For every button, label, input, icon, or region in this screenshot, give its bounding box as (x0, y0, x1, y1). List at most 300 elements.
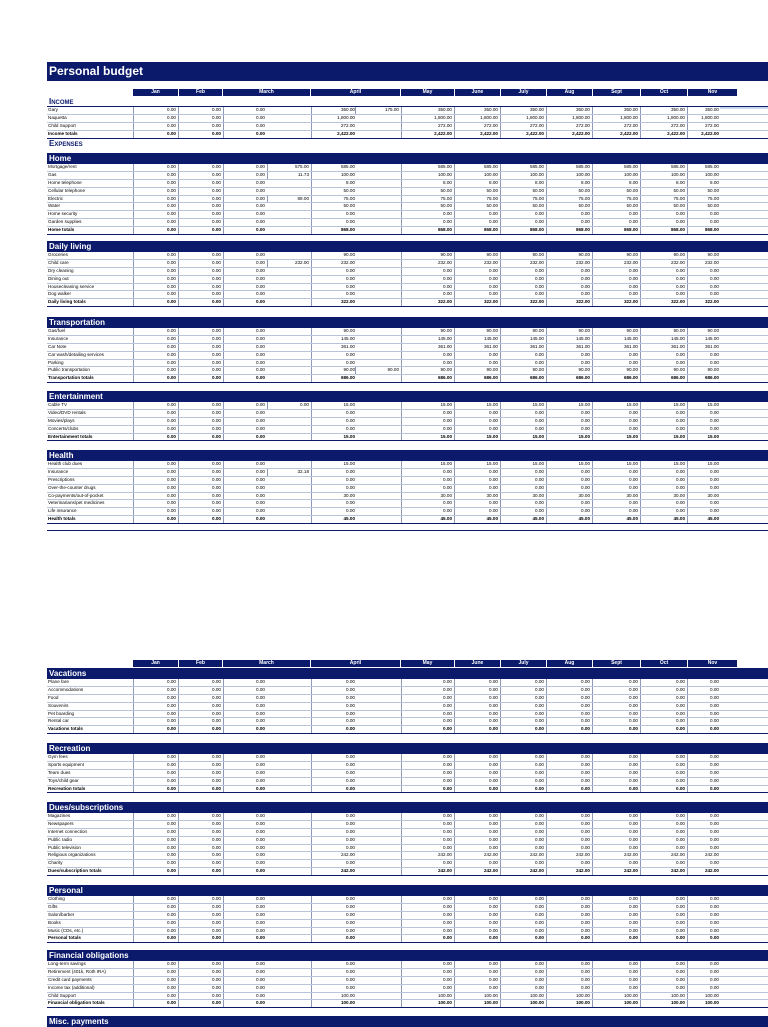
cell-nov[interactable]: 8.00 (687, 180, 721, 187)
cell-sept[interactable]: 0.00 (592, 211, 640, 218)
cell-march[interactable]: 0.00 (223, 299, 267, 306)
cell-june[interactable]: 0.00 (454, 695, 500, 702)
cell-march[interactable]: 0.00 (223, 164, 267, 171)
cell-sept[interactable]: 0.00 (592, 896, 640, 903)
cell-jan[interactable]: 0.00 (133, 219, 178, 226)
cell-sept[interactable]: 0.00 (592, 360, 640, 367)
cell-may[interactable]: 0.00 (401, 896, 454, 903)
cell-jan[interactable]: 0.00 (133, 821, 178, 828)
cell-may[interactable]: 0.00 (401, 469, 454, 476)
cell-jan[interactable]: 0.00 (133, 131, 178, 138)
cell-march[interactable]: 0.00 (223, 726, 267, 733)
cell-feb[interactable]: 0.00 (178, 410, 223, 417)
cell-feb[interactable]: 0.00 (178, 993, 223, 1000)
cell-aug[interactable]: 232.00 (546, 260, 592, 267)
cell-sept[interactable]: 100.00 (592, 993, 640, 1000)
cell-extra-march[interactable]: 0.00 (267, 402, 311, 409)
cell-july[interactable]: 0.00 (500, 418, 546, 425)
cell-nov[interactable]: 0.00 (687, 969, 721, 976)
cell-oct[interactable]: 0.00 (640, 961, 687, 968)
cell-feb[interactable]: 0.00 (178, 477, 223, 484)
cell-jan[interactable]: 0.00 (133, 920, 178, 927)
cell-april[interactable]: 0.00 (311, 679, 357, 686)
cell-aug[interactable]: 0.00 (546, 219, 592, 226)
cell-may[interactable]: 0.00 (401, 969, 454, 976)
cell-june[interactable]: 0.00 (454, 352, 500, 359)
cell-oct[interactable]: 0.00 (640, 291, 687, 298)
cell-feb[interactable]: 0.00 (178, 852, 223, 859)
cell-feb[interactable]: 0.00 (178, 426, 223, 433)
cell-sept[interactable]: 0.00 (592, 813, 640, 820)
cell-aug[interactable]: 0.00 (546, 770, 592, 777)
cell-feb[interactable]: 0.00 (178, 770, 223, 777)
cell-july[interactable]: 90.00 (500, 252, 546, 259)
cell-aug[interactable]: 350.00 (546, 107, 592, 114)
cell-oct[interactable]: 1,800.00 (640, 115, 687, 122)
cell-aug[interactable]: 50.00 (546, 203, 592, 210)
cell-july[interactable]: 0.00 (500, 410, 546, 417)
cell-june[interactable]: 0.00 (454, 928, 500, 935)
cell-april[interactable]: 686.00 (311, 375, 357, 382)
cell-jan[interactable]: 0.00 (133, 360, 178, 367)
cell-june[interactable]: 686.00 (454, 375, 500, 382)
cell-nov[interactable]: 0.00 (687, 426, 721, 433)
cell-feb[interactable]: 0.00 (178, 778, 223, 785)
cell-aug[interactable]: 0.00 (546, 726, 592, 733)
cell-sept[interactable]: 0.00 (592, 821, 640, 828)
cell-april[interactable]: 0.00 (311, 726, 357, 733)
cell-march[interactable]: 0.00 (223, 500, 267, 507)
cell-march[interactable]: 0.00 (223, 935, 267, 942)
cell-march[interactable]: 0.00 (223, 679, 267, 686)
cell-july[interactable]: 0.00 (500, 786, 546, 793)
cell-nov[interactable]: 75.00 (687, 196, 721, 203)
cell-may[interactable]: 0.00 (401, 762, 454, 769)
cell-nov[interactable]: 0.00 (687, 778, 721, 785)
cell-nov[interactable]: 90.00 (687, 328, 721, 335)
cell-july[interactable]: 0.00 (500, 687, 546, 694)
cell-oct[interactable]: 0.00 (640, 904, 687, 911)
cell-oct[interactable]: 50.00 (640, 188, 687, 195)
cell-aug[interactable]: 0.00 (546, 977, 592, 984)
cell-jan[interactable]: 0.00 (133, 711, 178, 718)
cell-sept[interactable]: 0.00 (592, 935, 640, 942)
cell-feb[interactable]: 0.00 (178, 935, 223, 942)
cell-nov[interactable]: 0.00 (687, 291, 721, 298)
cell-sept[interactable]: 30.00 (592, 493, 640, 500)
cell-nov[interactable]: 0.00 (687, 920, 721, 927)
cell-may[interactable]: 0.00 (401, 284, 454, 291)
cell-may[interactable]: 0.00 (401, 912, 454, 919)
cell-july[interactable]: 1,800.00 (500, 115, 546, 122)
cell-may[interactable]: 75.00 (401, 196, 454, 203)
cell-jan[interactable]: 0.00 (133, 227, 178, 234)
cell-june[interactable]: 100.00 (454, 993, 500, 1000)
cell-feb[interactable]: 0.00 (178, 434, 223, 441)
cell-sept[interactable]: 0.00 (592, 778, 640, 785)
cell-jan[interactable]: 0.00 (133, 291, 178, 298)
cell-jan[interactable]: 0.00 (133, 679, 178, 686)
cell-aug[interactable]: 0.00 (546, 426, 592, 433)
cell-july[interactable]: 0.00 (500, 211, 546, 218)
cell-aug[interactable]: 8.00 (546, 180, 592, 187)
cell-june[interactable]: 0.00 (454, 219, 500, 226)
cell-march[interactable]: 0.00 (223, 969, 267, 976)
cell-sept[interactable]: 0.00 (592, 410, 640, 417)
cell-april[interactable]: 0.00 (311, 703, 357, 710)
cell-june[interactable]: 15.00 (454, 434, 500, 441)
cell-aug[interactable]: 0.00 (546, 418, 592, 425)
cell-march[interactable]: 0.00 (223, 211, 267, 218)
cell-may[interactable]: 8.00 (401, 180, 454, 187)
cell-june[interactable]: 100.00 (454, 1000, 500, 1007)
cell-april[interactable]: 0.00 (311, 500, 357, 507)
cell-aug[interactable]: 45.00 (546, 516, 592, 523)
cell-sept[interactable]: 145.00 (592, 336, 640, 343)
cell-feb[interactable]: 0.00 (178, 367, 223, 374)
cell-jan[interactable]: 0.00 (133, 477, 178, 484)
cell-july[interactable]: 45.00 (500, 516, 546, 523)
cell-july[interactable]: 0.00 (500, 845, 546, 852)
cell-feb[interactable]: 0.00 (178, 500, 223, 507)
cell-march[interactable]: 0.00 (223, 268, 267, 275)
cell-nov[interactable]: 868.00 (687, 227, 721, 234)
cell-july[interactable]: 0.00 (500, 284, 546, 291)
cell-sept[interactable]: 0.00 (592, 426, 640, 433)
cell-extra-march[interactable]: 11.73 (267, 172, 311, 179)
cell-april[interactable]: 0.00 (311, 935, 357, 942)
cell-oct[interactable]: 0.00 (640, 687, 687, 694)
cell-extra-march[interactable]: 575.00 (267, 164, 311, 171)
cell-july[interactable]: 90.00 (500, 328, 546, 335)
cell-jan[interactable]: 0.00 (133, 375, 178, 382)
cell-jan[interactable]: 0.00 (133, 703, 178, 710)
cell-oct[interactable]: 0.00 (640, 360, 687, 367)
cell-may[interactable]: 0.00 (401, 754, 454, 761)
cell-sept[interactable]: 100.00 (592, 172, 640, 179)
cell-oct[interactable]: 0.00 (640, 821, 687, 828)
cell-aug[interactable]: 0.00 (546, 352, 592, 359)
cell-nov[interactable]: 0.00 (687, 860, 721, 867)
cell-feb[interactable]: 0.00 (178, 860, 223, 867)
cell-may[interactable]: 686.00 (401, 375, 454, 382)
cell-feb[interactable]: 0.00 (178, 726, 223, 733)
cell-sept[interactable]: 15.00 (592, 461, 640, 468)
cell-may[interactable]: 868.00 (401, 227, 454, 234)
cell-sept[interactable]: 350.00 (592, 107, 640, 114)
cell-may[interactable]: 0.00 (401, 821, 454, 828)
cell-oct[interactable]: 30.00 (640, 493, 687, 500)
cell-april[interactable]: 15.00 (311, 402, 357, 409)
cell-feb[interactable]: 0.00 (178, 845, 223, 852)
cell-feb[interactable]: 0.00 (178, 219, 223, 226)
cell-may[interactable]: 0.00 (401, 778, 454, 785)
cell-jan[interactable]: 0.00 (133, 912, 178, 919)
cell-aug[interactable]: 90.00 (546, 367, 592, 374)
cell-may[interactable]: 45.00 (401, 516, 454, 523)
cell-nov[interactable]: 90.00 (687, 367, 721, 374)
cell-june[interactable]: 0.00 (454, 469, 500, 476)
cell-aug[interactable]: 0.00 (546, 845, 592, 852)
cell-oct[interactable]: 0.00 (640, 845, 687, 852)
cell-march[interactable]: 0.00 (223, 461, 267, 468)
cell-feb[interactable]: 0.00 (178, 961, 223, 968)
cell-april[interactable]: 75.00 (311, 196, 357, 203)
cell-feb[interactable]: 0.00 (178, 969, 223, 976)
cell-may[interactable]: 0.00 (401, 508, 454, 515)
cell-july[interactable]: 0.00 (500, 821, 546, 828)
cell-jan[interactable]: 0.00 (133, 284, 178, 291)
cell-oct[interactable]: 585.00 (640, 164, 687, 171)
cell-nov[interactable]: 350.00 (687, 107, 721, 114)
cell-may[interactable]: 90.00 (401, 252, 454, 259)
cell-april[interactable]: 0.00 (311, 837, 357, 844)
cell-nov[interactable]: 0.00 (687, 703, 721, 710)
cell-june[interactable]: 0.00 (454, 291, 500, 298)
cell-aug[interactable]: 0.00 (546, 920, 592, 927)
cell-aug[interactable]: 322.00 (546, 299, 592, 306)
cell-oct[interactable]: 0.00 (640, 410, 687, 417)
cell-april[interactable]: 868.00 (311, 227, 357, 234)
cell-oct[interactable]: 0.00 (640, 912, 687, 919)
cell-march[interactable]: 0.00 (223, 904, 267, 911)
cell-oct[interactable]: 350.00 (640, 107, 687, 114)
cell-nov[interactable]: 0.00 (687, 211, 721, 218)
cell-aug[interactable]: 0.00 (546, 762, 592, 769)
cell-march[interactable]: 0.00 (223, 276, 267, 283)
cell-aug[interactable]: 0.00 (546, 276, 592, 283)
cell-april[interactable]: 90.00 (311, 367, 357, 374)
cell-sept[interactable]: 45.00 (592, 516, 640, 523)
cell-feb[interactable]: 0.00 (178, 260, 223, 267)
cell-june[interactable]: 0.00 (454, 508, 500, 515)
cell-june[interactable]: 350.00 (454, 107, 500, 114)
cell-oct[interactable]: 0.00 (640, 754, 687, 761)
cell-june[interactable]: 0.00 (454, 813, 500, 820)
cell-nov[interactable]: 50.00 (687, 188, 721, 195)
cell-march[interactable]: 0.00 (223, 284, 267, 291)
cell-march[interactable]: 0.00 (223, 695, 267, 702)
cell-nov[interactable]: 100.00 (687, 1000, 721, 1007)
cell-feb[interactable]: 0.00 (178, 679, 223, 686)
cell-july[interactable]: 0.00 (500, 928, 546, 935)
cell-jan[interactable]: 0.00 (133, 188, 178, 195)
cell-nov[interactable]: 272.00 (687, 123, 721, 130)
cell-april[interactable]: 361.00 (311, 344, 357, 351)
cell-june[interactable]: 0.00 (454, 837, 500, 844)
cell-march[interactable]: 0.00 (223, 493, 267, 500)
cell-april[interactable]: 0.00 (311, 718, 357, 725)
cell-july[interactable]: 0.00 (500, 703, 546, 710)
cell-may[interactable]: 0.00 (401, 360, 454, 367)
cell-april[interactable]: 0.00 (311, 829, 357, 836)
cell-aug[interactable]: 0.00 (546, 754, 592, 761)
cell-aug[interactable]: 0.00 (546, 837, 592, 844)
cell-aug[interactable]: 686.00 (546, 375, 592, 382)
cell-sept[interactable]: 0.00 (592, 754, 640, 761)
cell-may[interactable]: 232.00 (401, 260, 454, 267)
cell-aug[interactable]: 0.00 (546, 928, 592, 935)
cell-may[interactable]: 0.00 (401, 291, 454, 298)
cell-jan[interactable]: 0.00 (133, 813, 178, 820)
cell-jan[interactable]: 0.00 (133, 770, 178, 777)
cell-sept[interactable]: 0.00 (592, 912, 640, 919)
cell-april[interactable]: 585.00 (311, 164, 357, 171)
cell-nov[interactable]: 100.00 (687, 993, 721, 1000)
cell-feb[interactable]: 0.00 (178, 123, 223, 130)
cell-march[interactable]: 0.00 (223, 993, 267, 1000)
cell-july[interactable]: 0.00 (500, 477, 546, 484)
cell-march[interactable]: 0.00 (223, 131, 267, 138)
cell-nov[interactable]: 0.00 (687, 477, 721, 484)
cell-jan[interactable]: 0.00 (133, 196, 178, 203)
cell-jan[interactable]: 0.00 (133, 260, 178, 267)
cell-oct[interactable]: 686.00 (640, 375, 687, 382)
cell-aug[interactable]: 0.00 (546, 500, 592, 507)
cell-sept[interactable]: 90.00 (592, 328, 640, 335)
cell-jan[interactable]: 0.00 (133, 164, 178, 171)
cell-oct[interactable]: 868.00 (640, 227, 687, 234)
cell-feb[interactable]: 0.00 (178, 904, 223, 911)
cell-feb[interactable]: 0.00 (178, 977, 223, 984)
cell-march[interactable]: 0.00 (223, 821, 267, 828)
cell-jan[interactable]: 0.00 (133, 469, 178, 476)
cell-july[interactable]: 0.00 (500, 813, 546, 820)
cell-aug[interactable]: 585.00 (546, 164, 592, 171)
cell-feb[interactable]: 0.00 (178, 786, 223, 793)
cell-april[interactable]: 0.00 (311, 276, 357, 283)
cell-may[interactable]: 272.00 (401, 123, 454, 130)
cell-oct[interactable]: 0.00 (640, 837, 687, 844)
cell-march[interactable]: 0.00 (223, 227, 267, 234)
cell-july[interactable]: 0.00 (500, 829, 546, 836)
cell-sept[interactable]: 8.00 (592, 180, 640, 187)
cell-sept[interactable]: 15.00 (592, 434, 640, 441)
cell-jan[interactable]: 0.00 (133, 868, 178, 875)
cell-june[interactable]: 145.00 (454, 336, 500, 343)
cell-june[interactable]: 361.00 (454, 344, 500, 351)
cell-march[interactable]: 0.00 (223, 1000, 267, 1007)
cell-april[interactable]: 0.00 (311, 284, 357, 291)
cell-july[interactable]: 0.00 (500, 711, 546, 718)
cell-sept[interactable]: 0.00 (592, 500, 640, 507)
cell-april[interactable]: 0.00 (311, 786, 357, 793)
cell-nov[interactable]: 2,422.00 (687, 131, 721, 138)
cell-may[interactable]: 0.00 (401, 961, 454, 968)
cell-jan[interactable]: 0.00 (133, 344, 178, 351)
cell-april[interactable]: 0.00 (311, 920, 357, 927)
cell-feb[interactable]: 0.00 (178, 352, 223, 359)
cell-nov[interactable]: 0.00 (687, 829, 721, 836)
cell-june[interactable]: 0.00 (454, 426, 500, 433)
cell-aug[interactable]: 0.00 (546, 410, 592, 417)
cell-may[interactable]: 0.00 (401, 418, 454, 425)
cell-june[interactable]: 15.00 (454, 402, 500, 409)
cell-march[interactable]: 0.00 (223, 868, 267, 875)
cell-march[interactable]: 0.00 (223, 829, 267, 836)
cell-feb[interactable]: 0.00 (178, 291, 223, 298)
cell-june[interactable]: 0.00 (454, 268, 500, 275)
cell-aug[interactable]: 868.00 (546, 227, 592, 234)
cell-march[interactable]: 0.00 (223, 928, 267, 935)
cell-jan[interactable]: 0.00 (133, 500, 178, 507)
cell-nov[interactable]: 0.00 (687, 695, 721, 702)
cell-sept[interactable]: 0.00 (592, 418, 640, 425)
cell-may[interactable]: 0.00 (401, 477, 454, 484)
cell-nov[interactable]: 100.00 (687, 172, 721, 179)
cell-april[interactable]: 242.00 (311, 868, 357, 875)
cell-nov[interactable]: 0.00 (687, 418, 721, 425)
cell-march[interactable]: 0.00 (223, 328, 267, 335)
cell-oct[interactable]: 90.00 (640, 367, 687, 374)
cell-sept[interactable]: 0.00 (592, 920, 640, 927)
cell-sept[interactable]: 0.00 (592, 977, 640, 984)
cell-may[interactable]: 0.00 (401, 837, 454, 844)
cell-sept[interactable]: 0.00 (592, 276, 640, 283)
cell-feb[interactable]: 0.00 (178, 837, 223, 844)
cell-july[interactable]: 0.00 (500, 837, 546, 844)
cell-aug[interactable]: 100.00 (546, 993, 592, 1000)
cell-oct[interactable]: 0.00 (640, 786, 687, 793)
cell-march[interactable]: 0.00 (223, 426, 267, 433)
cell-april[interactable]: 232.00 (311, 260, 357, 267)
cell-july[interactable]: 242.00 (500, 852, 546, 859)
cell-june[interactable]: 0.00 (454, 845, 500, 852)
cell-june[interactable]: 0.00 (454, 360, 500, 367)
cell-nov[interactable]: 15.00 (687, 434, 721, 441)
cell-jan[interactable]: 0.00 (133, 969, 178, 976)
cell-july[interactable]: 0.00 (500, 360, 546, 367)
cell-sept[interactable]: 0.00 (592, 726, 640, 733)
cell-april[interactable]: 0.00 (311, 687, 357, 694)
cell-sept[interactable]: 361.00 (592, 344, 640, 351)
cell-may[interactable]: 350.00 (401, 107, 454, 114)
cell-sept[interactable]: 0.00 (592, 837, 640, 844)
cell-jan[interactable]: 0.00 (133, 107, 178, 114)
cell-july[interactable]: 0.00 (500, 291, 546, 298)
cell-sept[interactable]: 0.00 (592, 687, 640, 694)
cell-aug[interactable]: 0.00 (546, 904, 592, 911)
cell-oct[interactable]: 0.00 (640, 985, 687, 992)
cell-feb[interactable]: 0.00 (178, 928, 223, 935)
cell-sept[interactable]: 0.00 (592, 219, 640, 226)
cell-june[interactable]: 868.00 (454, 227, 500, 234)
cell-jan[interactable]: 0.00 (133, 993, 178, 1000)
cell-june[interactable]: 0.00 (454, 985, 500, 992)
cell-feb[interactable]: 0.00 (178, 718, 223, 725)
cell-april[interactable]: 0.00 (311, 695, 357, 702)
cell-july[interactable]: 0.00 (500, 778, 546, 785)
cell-april[interactable]: 0.00 (311, 426, 357, 433)
cell-oct[interactable]: 322.00 (640, 299, 687, 306)
cell-april[interactable]: 0.00 (311, 770, 357, 777)
cell-feb[interactable]: 0.00 (178, 107, 223, 114)
cell-feb[interactable]: 0.00 (178, 211, 223, 218)
cell-april[interactable]: 2,422.00 (311, 131, 357, 138)
cell-feb[interactable]: 0.00 (178, 172, 223, 179)
cell-sept[interactable]: 0.00 (592, 711, 640, 718)
cell-jan[interactable]: 0.00 (133, 961, 178, 968)
cell-june[interactable]: 1,800.00 (454, 115, 500, 122)
cell-sept[interactable]: 322.00 (592, 299, 640, 306)
cell-sept[interactable]: 0.00 (592, 969, 640, 976)
cell-sept[interactable]: 585.00 (592, 164, 640, 171)
cell-sept[interactable]: 0.00 (592, 786, 640, 793)
cell-july[interactable]: 0.00 (500, 508, 546, 515)
cell-aug[interactable]: 0.00 (546, 896, 592, 903)
cell-july[interactable]: 0.00 (500, 969, 546, 976)
cell-nov[interactable]: 686.00 (687, 375, 721, 382)
